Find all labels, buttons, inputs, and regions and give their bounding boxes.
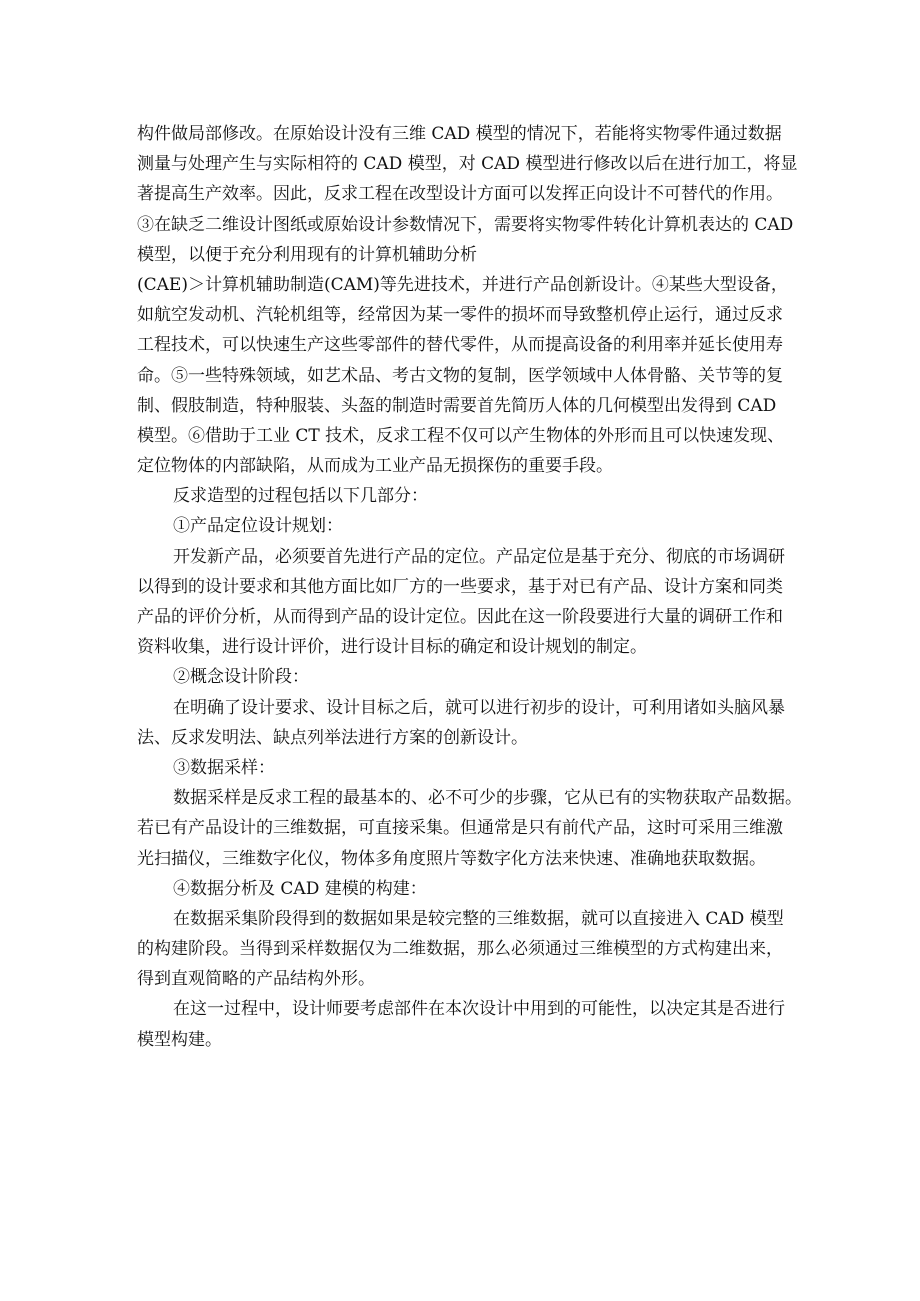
paragraph-start: 在数据采集阶段得到的数据如果是较完整的三维数据，就可以直接进入 CAD 模型	[173, 908, 784, 929]
section-heading-3: ③数据采样：	[173, 757, 275, 778]
text-line: 法、反求发明法、缺点列举法进行方案的创新设计。	[137, 727, 528, 748]
paragraph-start: 数据采样是反求工程的最基本的、必不可少的步骤，它从已有的实物获取产品数据。	[173, 788, 802, 809]
text-line: 光扫描仪，三维数字化仪，物体多角度照片等数字化方法来快速、准确地获取数据。	[137, 848, 766, 869]
text-line: 若已有产品设计的三维数据，可直接采集。但通常是只有前代产品，这时可采用三维激	[137, 818, 783, 839]
text-line: 著提高生产效率。因此，反求工程在改型设计方面可以发挥正向设计不可替代的作用。	[137, 184, 783, 205]
text-line: 得到直观简略的产品结构外形。	[137, 969, 375, 990]
text-line: ③在缺乏二维设计图纸或原始设计参数情况下，需要将实物零件转化计算机表达的 CAD	[137, 214, 794, 235]
text-line: 命。⑤一些特殊领域，如艺术品、考古文物的复制，医学领域中人体骨骼、关节等的复	[137, 365, 783, 386]
text-line: 构件做局部修改。在原始设计没有三维 CAD 模型的情况下，若能将实物零件通过数据	[137, 124, 782, 144]
text-line: 工程技术，可以快速生产这些零部件的替代零件，从而提高设备的利用率并延长使用寿	[137, 335, 783, 356]
text-line: 模型，以便于充分利用现有的计算机辅助分析	[137, 244, 477, 265]
text-line: 以得到的设计要求和其他方面比如厂方的一些要求，基于对已有产品、设计方案和同类	[137, 576, 783, 597]
section-intro: 反求造型的过程包括以下几部分：	[173, 486, 428, 507]
text-line: 产品的评价分析，从而得到产品的设计定位。因此在这一阶段要进行大量的调研工作和	[137, 607, 783, 627]
section-heading-1: ①产品定位设计规划：	[173, 516, 343, 537]
text-line: 模型构建。	[137, 1029, 222, 1050]
paragraph-start: 在明确了设计要求、设计目标之后，就可以进行初步的设计，可利用诸如头脑风暴	[173, 697, 785, 718]
paragraph-start: 开发新产品，必须要首先进行产品的定位。产品定位是基于充分、彻底的市场调研	[173, 546, 785, 567]
text-line: 如航空发动机、汽轮机组等，经常因为某一零件的损坏而导致整机停止运行，通过反求	[137, 305, 783, 326]
text-line: (CAE)＞计算机辅助制造(CAM)等先进技术，并进行产品创新设计。④某些大型设备，	[137, 274, 788, 295]
section-heading-4: ④数据分析及 CAD 建模的构建：	[173, 878, 427, 899]
paragraph-start: 在这一过程中，设计师要考虑部件在本次设计中用到的可能性，以决定其是否进行	[173, 999, 785, 1020]
text-line: 测量与处理产生与实际相符的 CAD 模型，对 CAD 模型进行修改以后在进行加工，将显	[137, 154, 798, 175]
document-body	[137, 119, 802, 1055]
section-heading-2: ②概念设计阶段：	[173, 667, 309, 688]
text-line: 模型。⑥借助于工业 CT 技术，反求工程不仅可以产生物体的外形而且可以快速发现、	[137, 425, 785, 446]
text-line: 定位物体的内部缺陷，从而成为工业产品无损探伤的重要手段。	[137, 456, 613, 477]
text-line: 的构建阶段。当得到采样数据仅为二维数据，那么必须通过三维模型的方式构建出来，	[137, 939, 783, 960]
text-line: 资料收集，进行设计评价，进行设计目标的确定和设计规划的制定。	[137, 637, 647, 658]
text-line: 制、假肢制造，特种服装、头盔的制造时需要首先简历人体的几何模型出发得到 CAD	[137, 395, 777, 416]
